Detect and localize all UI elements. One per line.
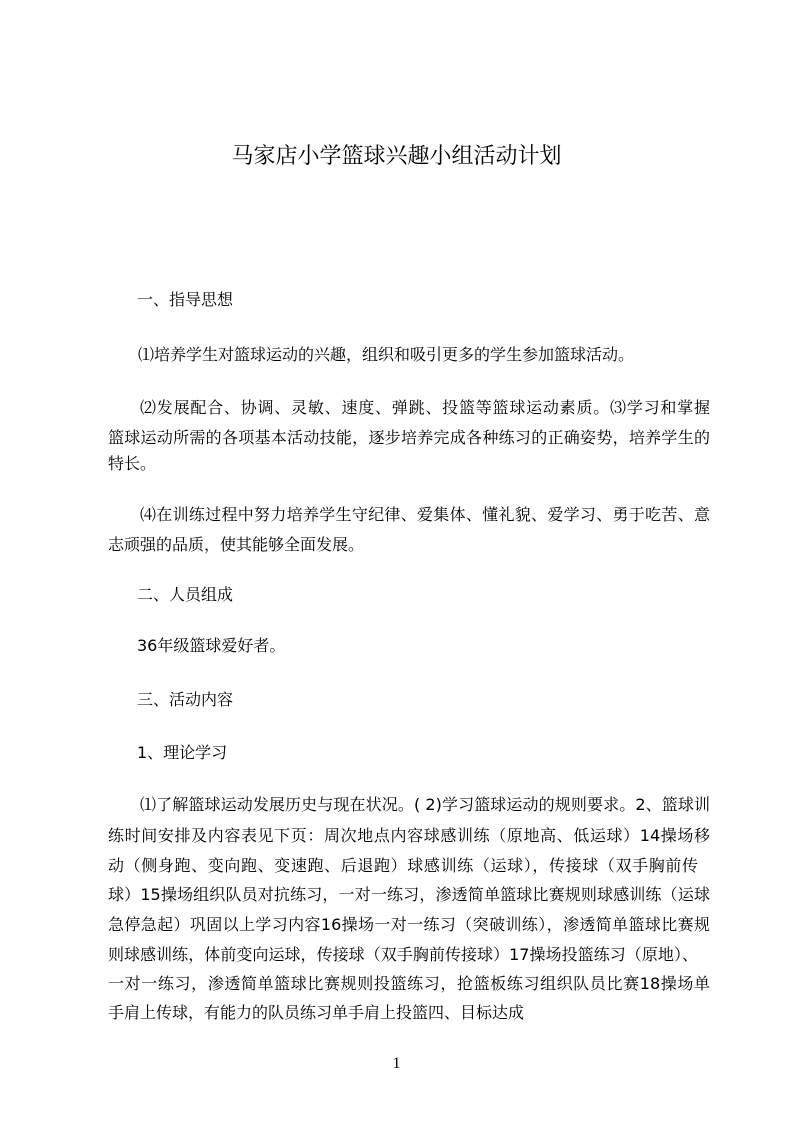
paragraph-line: 手肩上传球，有能力的队员练习单手肩上投篮四、目标达成 [108,1003,525,1022]
paragraph-line: ⑵发展配合、协调、灵敏、速度、弹跳、投篮等篮球运动素质。⑶学习和掌握 [140,398,710,417]
paragraph-line: 急停急起）巩固以上学习内容16操场一对一练习（突破训练），渗透简单篮球比赛规 [108,915,710,934]
paragraph-line: 一对一练习，渗透简单篮球比赛规则投篮练习，抢篮板练习组织队员比赛18操场单 [108,974,710,993]
paragraph-line: 球）15操场组织队员对抗练习，一对一练习，渗透简单篮球比赛规则球感训练（运球 [108,885,710,904]
section-heading-activities: 三、活动内容 [137,690,234,709]
page-number: 1 [392,1055,401,1072]
paragraph-line: 练时间安排及内容表见下页：周次地点内容球感训练（原地高、低运球）14操场移 [108,826,710,845]
section-heading-guiding-ideology: 一、指导思想 [137,290,234,309]
paragraph-line: ⑴了解篮球运动发展历史与现在状况。( 2)学习篮球运动的规则要求。2、篮球训 [140,795,710,814]
paragraph-line: 志顽强的品质，使其能够全面发展。 [108,535,365,554]
paragraph: ⑴培养学生对篮球运动的兴趣，组织和吸引更多的学生参加篮球活动。 [138,345,635,364]
document-title: 马家店小学篮球兴趣小组活动计划 [231,144,562,169]
paragraph-line: ⑷在训练过程中努力培养学生守纪律、爱集体、懂礼貌、爱学习、勇于吃苦、意 [140,505,710,524]
paragraph-line: 则球感训练，体前变向运球，传接球（双手胸前传接球）17操场投篮练习（原地）、 [108,945,698,964]
section-heading-personnel: 二、人员组成 [137,585,234,604]
paragraph-line: 特长。 [108,454,157,473]
paragraph-line: 篮球运动所需的各项基本活动技能，逐步培养完成各种练习的正确姿势，培养学生的 [108,428,710,447]
subheading-theory: 1、理论学习 [137,743,228,762]
paragraph-line: 动（侧身跑、变向跑、变速跑、后退跑）球感训练（运球），传接球（双手胸前传 [108,856,698,875]
paragraph: 36年级篮球爱好者。 [137,636,286,655]
